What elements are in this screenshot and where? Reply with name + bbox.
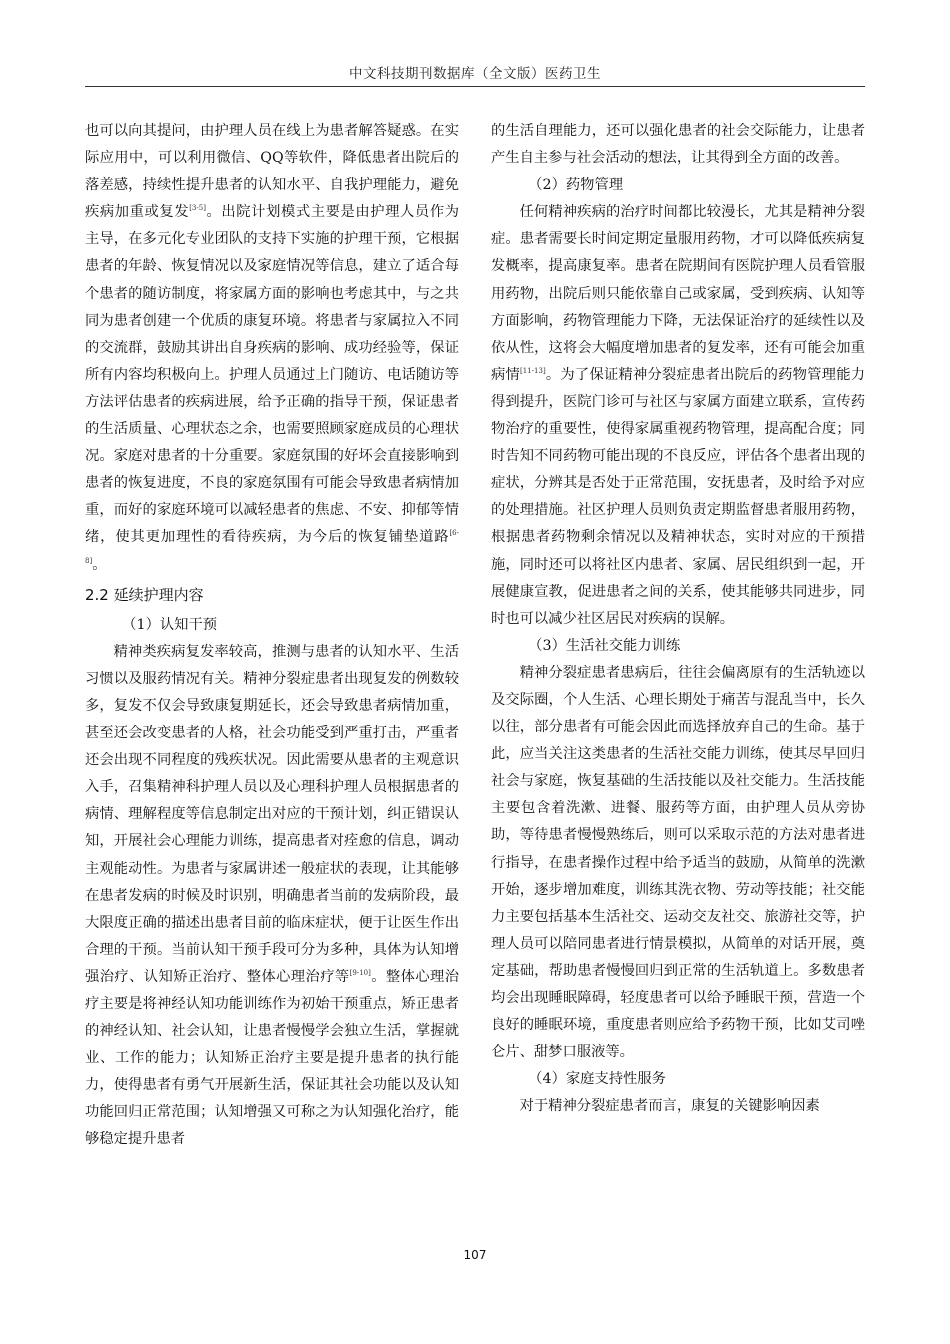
text-run: 任何精神疾病的治疗时间都比较漫长，尤其是精神分裂症。患者需要长时间定期定量服用药物，才可以降低疾病复发概率，提高康复率。患者在院期间有医院护理人员看管服用药物，出院后则只能依靠自己或家属，受到疾病、认知等方面影响，药物管理能力下降，无法保证治疗的延续性以及依从性，这将会大幅度增加患者的复发率，还有可能会加重病情: [491, 204, 865, 383]
text-run: 精神类疾病复发率较高，推测与患者的认知水平、生活习惯以及服药情况有关。精神分裂症患者出现复发的例数较多，复发不仅会导致康复期延长，还会导致患者病情加重，甚至还会改变患者的人格，社会功能受到严重打击，严重者还会出现不同程度的残疾状况。因此需要从患者的主观意识入手，召集精神科护理人员以及心理科护理人员根据患者的病情、理解程度等信息制定出对应的干预计划，纠正错误认知，开展社会心理能力训练，提高患者对痊愈的信息，调动主观能动性。为患者与家属讲述一般症状的表现，让其能够在患者发病的时候及时识别，明确患者当前的发病阶段，最大限度正确的描述出患者目前的临床症状，便于让医生作出合理的干预。当前认知干预手段可分为多种，具体为认知增强治疗、认知矫正治疗、整体心理治疗等: [85, 643, 459, 985]
subsection-heading: （1）认知干预: [122, 616, 218, 633]
citation: [3-5]: [189, 204, 206, 213]
subsection-heading: （2）药物管理: [528, 177, 624, 194]
citation: [11-13]: [520, 366, 546, 375]
left-column: [85, 118, 459, 1154]
subsection-heading: （4）家庭支持性服务: [528, 1071, 666, 1088]
page-number: 107: [463, 1248, 487, 1262]
citation: [6-8]: [85, 529, 459, 565]
text-run: 。为了保证精神分裂症患者出院后的药物管理能力得到提升，医院门诊可与社区与家属方面建立联系，宣传药物治疗的重要性，使得家属重视药物管理，提高配合度；同时告知不同药物可能出现的不良反应，评估各个患者出现的症状，分辨其是否处于正常范围，安抚患者，及时给予对应的处理措施。社区护理人员则负责定期监督患者服用药物，根据患者药物剩余情况以及精神状态，实时对应的干预措施，同时还可以将社区内患者、家属、居民组织到一起，开展健康宣教，促进患者之间的关系，使其能够共同进步，同时也可以减少社区居民对疾病的误解。: [491, 366, 866, 627]
text-run: 也可以向其提问，由护理人员在线上为患者解答疑惑。在实际应用中，可以利用微信、QQ等软件，降低患者出院后的落差感，持续性提升患者的认知水平、自我护理能力，避免疾病加重或复发: [85, 123, 459, 221]
text-run: 。: [92, 556, 107, 573]
paragraph: [491, 199, 865, 633]
text-run: 。出院计划模式主要是由护理人员作为主导，在多元化专业团队的支持下实施的护理干预，它根据患者的年龄、恢复情况以及家庭情况等信息，建立了适合每个患者的随访制度，将家属方面的影响也考虑其中，与之共同为患者创建一个优质的康复环境。将患者与家属拉入不同的交流群，鼓励其讲出自身疾病的影响、成功经验等，保证所有内容均积极向上。护理人员通过上门随访、电话随访等方法评估患者的疾病进展，给予正确的指导干预，保证患者的生活质量、心理状态之余，也需要照顾家庭成员的心理状况。家庭对患者的十分重要。家庭氛围的好坏会直接影响到患者的恢复进度，不良的家庭氛围有可能会导致患者病情加重，而好的家庭环境可以减轻患者的焦虑、不安、抑郁等情绪，使其更加理性的看待疾病，为今后的恢复铺垫道路: [85, 204, 459, 546]
paragraph: 精神分裂症患者患病后，往往会偏离原有的生活轨迹以及交际圈，个人生活、心理长期处于痛苦与混乱当中，长久以往，部分患者有可能会因此而选择放弃自己的生命。基于此，应当关注这类患者的生活社交能力训练，使其尽早回归社会与家庭，恢复基础的生活技能以及社交能力。生活技能主要包含着洗漱、进餐、服药等方面，由护理人员从旁协助，等待患者慢慢熟练后，则可以采取示范的方法对患者进行指导，在患者操作过程中给予适当的鼓励，从简单的洗漱开始，逐步增加难度，训练其洗衣物、劳动等技能；社交能力主要包括基本生活社交、运动交友社交、旅游社交等，护理人员可以陪同患者进行情景模拟，从简单的对话开展，奠定基础，帮助患者慢慢回归到正常的生活轨道上。多数患者均会出现睡眠障碍，轻度患者可以给予睡眠干预，营造一个良好的睡眠环境，重度患者则应给予药物干预，比如艾司唑仑片、甜梦口服液等。: [491, 664, 865, 1061]
paragraph: [85, 118, 459, 579]
paragraph: [85, 639, 459, 1154]
journal-header: 中文科技期刊数据库（全文版）医药卫生: [349, 66, 601, 82]
section-heading: 2.2 延续护理内容: [85, 585, 204, 604]
header-rule: [85, 86, 865, 87]
paragraph: 的生活自理能力，还可以强化患者的社会交际能力，让患者产生自主参与社会活动的想法，让其得到全方面的改善。: [491, 123, 865, 167]
right-column: [491, 118, 865, 1120]
text-run: 。整体心理治疗主要是将神经认知功能训练作为初始干预重点，矫正患者的神经认知、社会认知，让患者慢慢学会独立生活，掌握就业、工作的能力；认知矫正治疗主要是提升患者的执行能力，使得患者有勇气开展新生活，保证其社会功能以及认知功能回归正常范围；认知增强又可称之为认知强化治疗，能够稳定提升患者: [85, 968, 460, 1148]
subsection-heading: （3）生活社交能力训练: [528, 637, 681, 654]
citation: [9-10]: [349, 968, 371, 977]
paragraph: 对于精神分裂症患者而言，康复的关键影响因素: [519, 1098, 820, 1115]
